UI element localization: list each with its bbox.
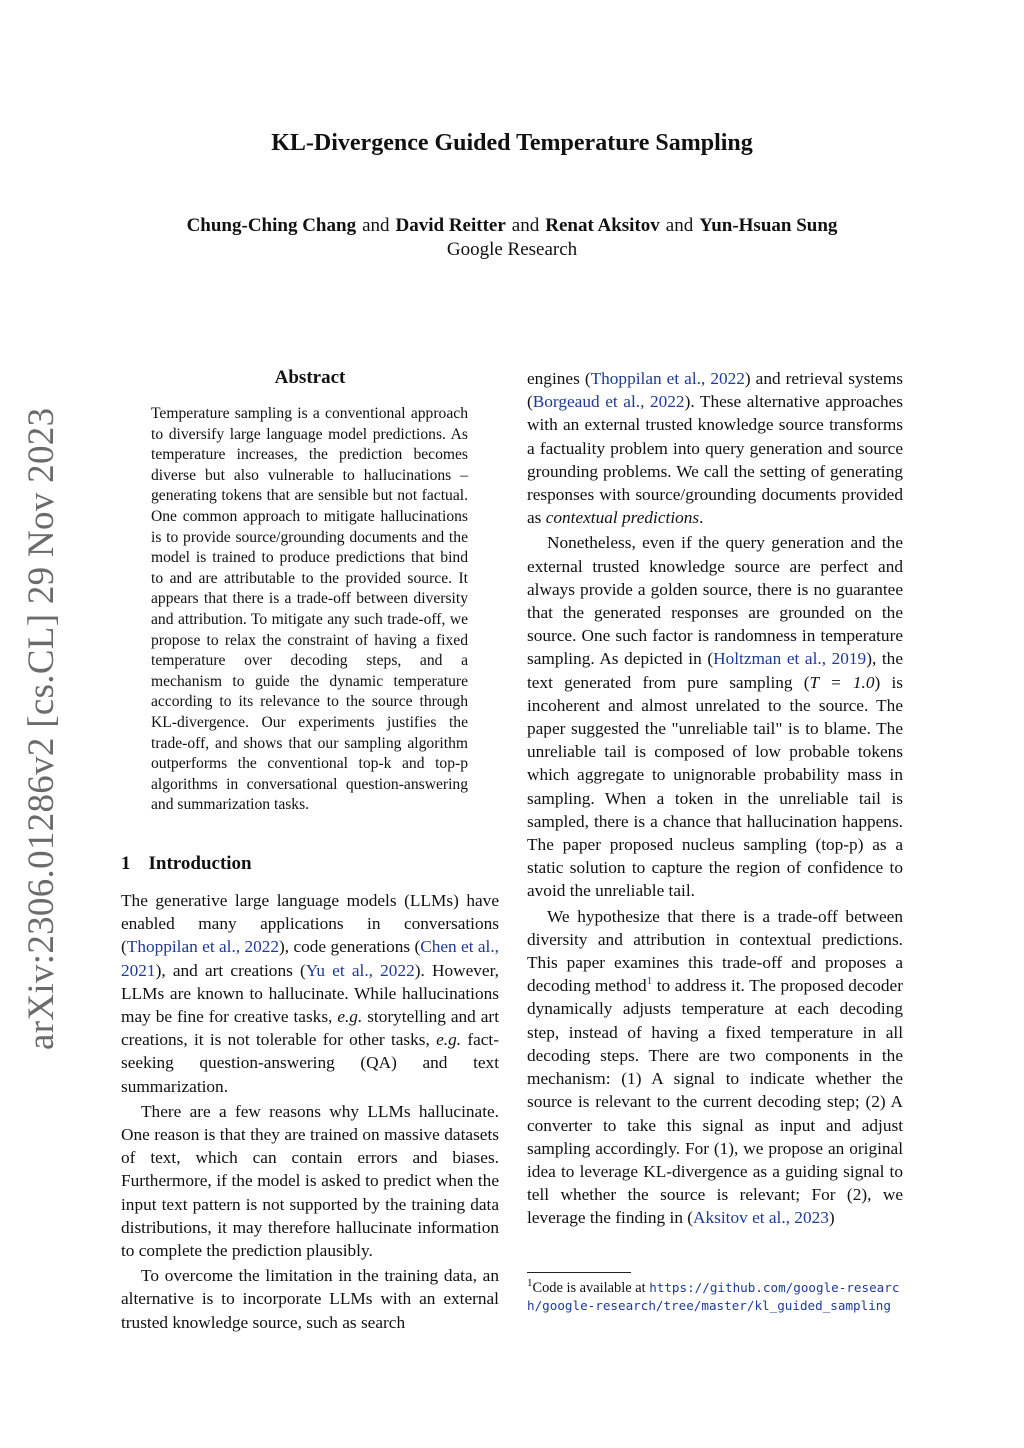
author-separator: and bbox=[511, 215, 540, 236]
abstract-text: Temperature sampling is a conventional approach to diversify large language model predictions. As temperature increases, the prediction becomes diverse but also vulnerable to hallucinations – generating tokens that are sensible but not factual. One common approach to mitigate hallucinations is to provide source/grounding documents and the model is trained to produce predictions that bind to and are attributable to the provided source. It appears that there is a trade-off between diversity and attribution. To mitigate any such trade-off, we propose to relax the constraint of having a fixed temperature over decoding steps, and a mechanism to guide the dynamic temperature according to its relevance to the source through KL-divergence. Our experiments justifies the trade-off, and shows that our sampling algorithm outperforms the conventional top-k and top-p algorithms in conversational question-answering and summarization tasks. bbox=[151, 405, 468, 814]
author-separator: and bbox=[665, 215, 694, 236]
math-expression: T = 1.0 bbox=[809, 672, 875, 692]
paper-title: KL-Divergence Guided Temperature Sampling bbox=[271, 130, 753, 156]
footnote-marker[interactable]: 1 bbox=[646, 975, 653, 988]
section-heading-introduction bbox=[121, 853, 252, 875]
author-name: Chung-Ching Chang bbox=[186, 215, 357, 236]
author-name: David Reitter bbox=[395, 215, 506, 236]
citation-link[interactable]: Borgeaud et al., 2022 bbox=[532, 392, 685, 412]
abstract-heading: Abstract bbox=[274, 367, 346, 388]
body-paragraph: Nonetheless, even if the query generation and the external trusted knowledge source are perfect and always provide a golden source, there is no guarantee that the generated responses are grounded on the source. One such factor is randomness in temperature sampling. As depicted in (Holtzman et al., 2019), the text generated from pure sampling (T = 1.0) is incoherent and almost unrelated to the source. The paper suggested the "unreliable tail" is to blame. The unreliable tail is composed of low probable tokens which aggregate to unignorable probability mass in sampling. When a token in the unreliable tail is sampled, there is a chance that hallucination happens. The paper proposed nucleus sampling (top-p) as a static solution to capture the region of confidence to avoid the unreliable tail. bbox=[527, 533, 904, 901]
citation-link[interactable]: Aksitov et al., 2023 bbox=[693, 1208, 829, 1228]
arxiv-identifier: arXiv:2306.01286v2 [cs.CL] 29 Nov 2023 bbox=[21, 407, 62, 1050]
intro-paragraph: There are a few reasons why LLMs hallucinate. One reason is that they are trained on massive datasets of text, which can contain errors and biases. Furthermore, if the model is asked to predict when the input text pattern is not supported by the training data distributions, it may therefore hallucinate information to complete the prediction plausibly. bbox=[121, 1101, 499, 1261]
body-paragraph: We hypothesize that there is a trade-off between diversity and attribution in contextual predictions. This paper examines this trade-off and proposes a decoding method$^1$ to address it. The proposed decoder dynamically adjusts temperature at each decoding step, instead of having a fixed temperature in all decoding steps. There are two components in the mechanism: (1) A signal to indicate whether the source is relevant to the current decoding step; (2) A converter to take this signal as input and adjust sampling accordingly. For (1), we propose an original idea to leverage KL-divergence as a guiding signal to tell whether the source is relevant; For (2), we leverage the finding in (Aksitov et al., 2023) bbox=[527, 906, 903, 1228]
author-separator: and bbox=[362, 215, 390, 236]
intro-paragraph: To overcome the limitation in the training data, an alternative is to incorporate LLMs with an external trusted knowledge source, such as search bbox=[121, 1266, 499, 1332]
code-url-link[interactable]: https://github.com/google-research/google-research/tree/master/kl_guided_sampling bbox=[527, 1280, 900, 1313]
footnote-divider bbox=[527, 1272, 631, 1273]
citation-link[interactable]: Chen et al., 2021 bbox=[121, 937, 499, 980]
author-name: Yun-Hsuan Sung bbox=[699, 215, 838, 236]
citation-link[interactable]: Thoppilan et al., 2022 bbox=[126, 937, 280, 957]
left-column-body bbox=[121, 889, 499, 1334]
author-block bbox=[0, 214, 1024, 262]
intro-paragraph: The generative large language models (LLMs) have enabled many applications in conversations (Thoppilan et al., 2022), code generations (Chen et al., 2021), and art creations (Yu et al., 2022). However, LLMs are known to hallucinate. While hallucinations may be fine for creative tasks, e.g. storytelling and art creations, it is not tolerable for other tasks, e.g. fact-seeking question-answering (QA) and text summarization. bbox=[121, 891, 499, 1096]
affiliation: Google Research bbox=[446, 239, 578, 260]
footnote-number: 1 bbox=[527, 1277, 533, 1290]
citation-link[interactable]: Holtzman et al., 2019 bbox=[713, 649, 867, 669]
author-name: Renat Aksitov bbox=[545, 215, 660, 236]
right-column-body bbox=[527, 367, 903, 1230]
citation-link[interactable]: Thoppilan et al., 2022 bbox=[590, 369, 745, 388]
author-list bbox=[0, 214, 1024, 238]
body-paragraph: engines (Thoppilan et al., 2022) and retrieval systems (Borgeaud et al., 2022). These alternative approaches with an external trusted knowledge source transforms a factuality problem into query generation and source grounding problems. We call the setting of generating responses with source/grounding documents provided as contextual predictions. bbox=[527, 369, 904, 528]
citation-link[interactable]: Yu et al., 2022 bbox=[305, 960, 415, 980]
section-number: 1 bbox=[121, 853, 131, 874]
section-title: Introduction bbox=[148, 853, 252, 874]
footnote: $^1$Code is available at https://github.com/google-research/google-research/tree/master/kl_guided_sampling bbox=[527, 1277, 900, 1313]
